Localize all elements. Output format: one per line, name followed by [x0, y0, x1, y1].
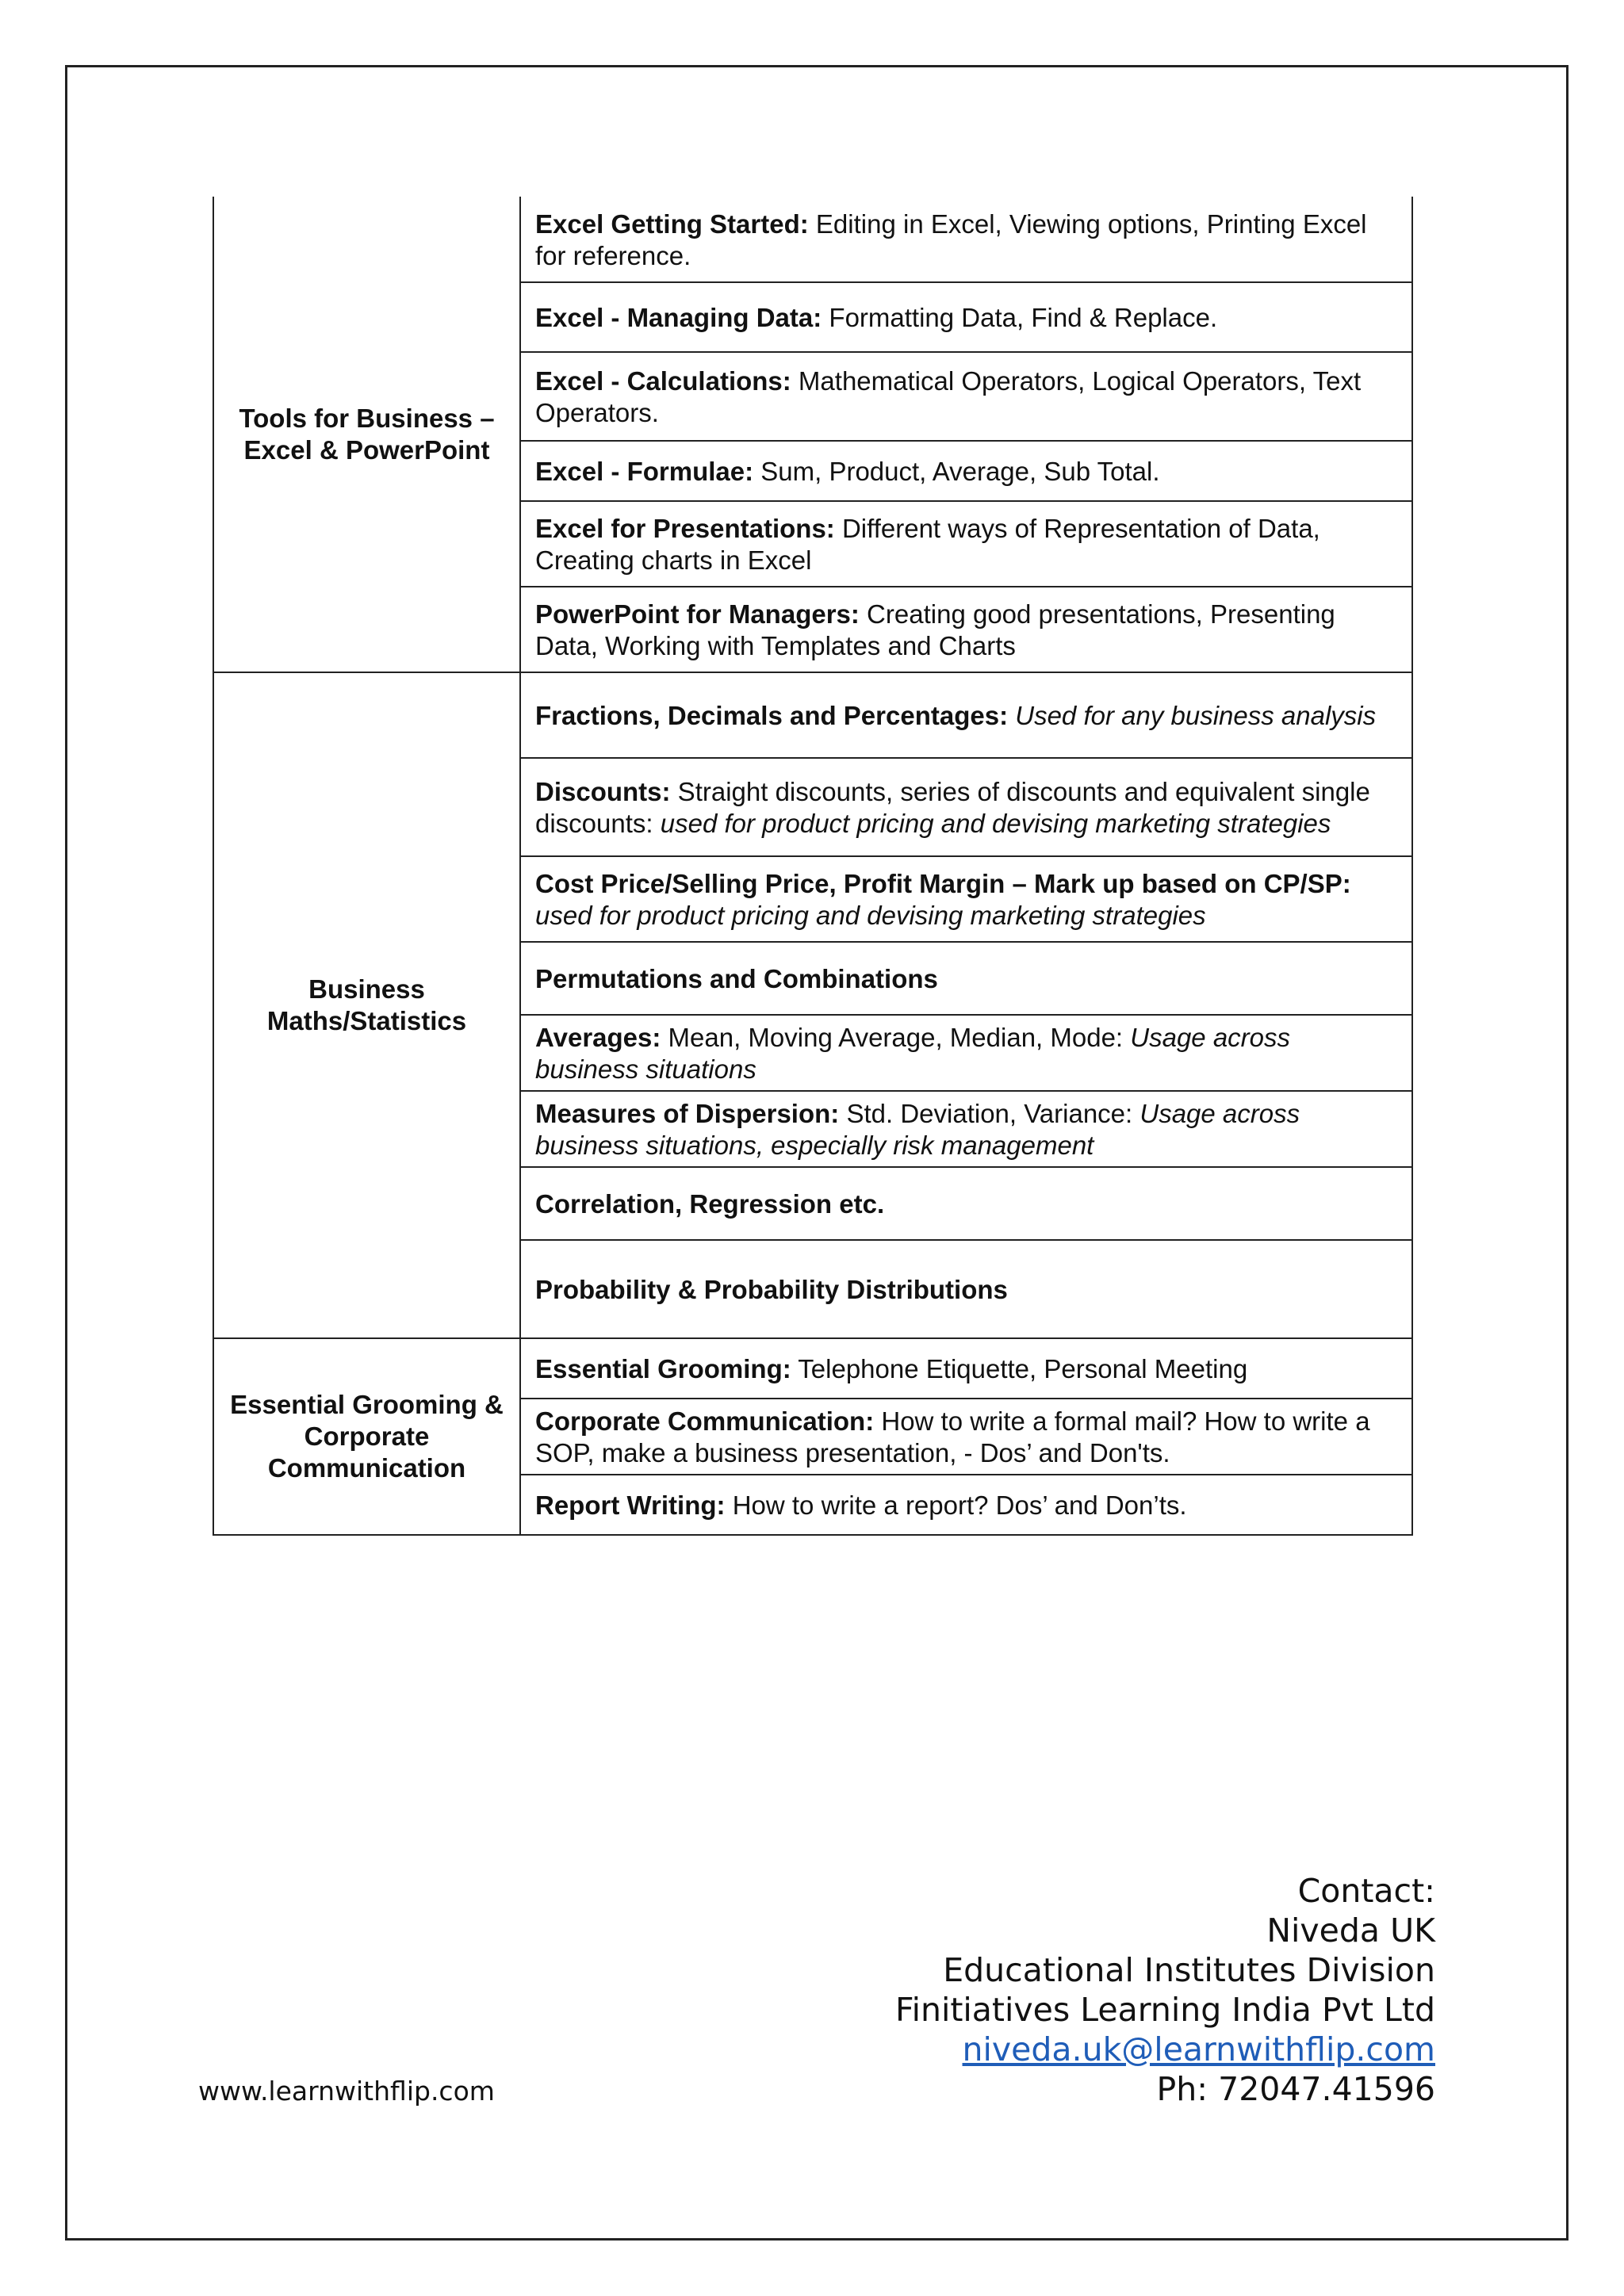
topic-cell — [520, 197, 1412, 282]
topic-title: Excel - Calculations: — [535, 366, 791, 396]
topic-cell — [520, 1399, 1412, 1475]
topic-desc — [1008, 701, 1015, 730]
topic-desc: Mathematical Operators, Logical Operators, Text Operators. — [535, 366, 1362, 427]
website-footer: www.learnwithflip.com — [198, 2076, 495, 2107]
topic-desc: Sum, Product, Average, Sub Total. — [753, 457, 1160, 486]
topic-cell — [520, 758, 1412, 856]
topic-title: Corporate Communication: — [535, 1406, 875, 1436]
topic-cell — [520, 501, 1412, 587]
topic-title: Excel for Presentations: — [535, 514, 835, 543]
topic-title: Discounts: — [535, 777, 671, 806]
topic-cell — [520, 856, 1412, 942]
contact-name: Niveda UK — [1266, 1911, 1435, 1950]
topic-note: used for product pricing and devising marketing strategies — [660, 809, 1331, 838]
table-row — [213, 1338, 1412, 1399]
topic-desc: Straight discounts, series of discounts and equivalent single discounts: — [535, 777, 1370, 838]
category-cell-maths: Business Maths/Statistics — [213, 672, 520, 1338]
topic-desc: Telephone Etiquette, Personal Meeting — [791, 1354, 1248, 1383]
topic-note: Used for any business analysis — [1015, 701, 1377, 730]
topic-note: used for product pricing and devising marketing strategies — [535, 901, 1206, 930]
topic-desc: Std. Deviation, Variance: — [839, 1099, 1140, 1128]
topic-title: Essential Grooming: — [535, 1354, 791, 1383]
category-cell-tools: Tools for Business – Excel & PowerPoint — [213, 197, 520, 672]
topic-title: Measures of Dispersion: — [535, 1099, 840, 1128]
topic-cell — [520, 1338, 1412, 1399]
topic-desc: Creating good presentations, Presenting Data, Working with Templates and Charts — [535, 599, 1335, 660]
topic-note: Usage across business situations — [535, 1023, 1291, 1084]
syllabus-table — [213, 197, 1413, 1536]
topic-cell — [520, 587, 1412, 672]
table-row — [213, 197, 1412, 282]
topic-title: Report Writing: — [535, 1490, 726, 1520]
contact-company: Finitiatives Learning India Pvt Ltd — [894, 1991, 1435, 2029]
topic-cell — [520, 942, 1412, 1015]
topic-title: PowerPoint for Managers: — [535, 599, 860, 629]
topic-desc: Mean, Moving Average, Median, Mode: — [661, 1023, 1131, 1052]
topic-title: Permutations and Combinations — [535, 964, 938, 993]
topic-cell — [520, 1240, 1412, 1338]
topic-desc: How to write a formal mail? How to write a SOP, make a business presentation, - Dos’ and Don'ts. — [535, 1406, 1370, 1468]
contact-division: Educational Institutes Division — [943, 1951, 1435, 1989]
topic-cell — [520, 352, 1412, 441]
contact-phone: Ph: 72047.41596 — [1156, 2070, 1435, 2108]
topic-cell — [520, 1091, 1412, 1167]
topic-title: Correlation, Regression etc. — [535, 1189, 885, 1219]
topic-cell — [520, 1167, 1412, 1240]
contact-block — [895, 1871, 1435, 2109]
table-row — [213, 672, 1412, 758]
topic-cell — [520, 441, 1412, 501]
topic-title: Averages: — [535, 1023, 661, 1052]
topic-title: Excel Getting Started: — [535, 209, 809, 239]
contact-email-link[interactable]: niveda.uk@learnwithflip.com — [962, 2030, 1435, 2068]
topic-desc: Formatting Data, Find & Replace. — [822, 303, 1218, 332]
topic-desc: How to write a report? Dos’ and Don’ts. — [725, 1490, 1187, 1520]
topic-cell — [520, 282, 1412, 352]
contact-label: Contact: — [1297, 1872, 1435, 1910]
category-cell-grooming: Essential Grooming & Corporate Communication — [213, 1338, 520, 1535]
topic-cell — [520, 1475, 1412, 1535]
topic-desc: Editing in Excel, Viewing options, Printing Excel for reference. — [535, 209, 1367, 270]
topic-title: Probability & Probability Distributions — [535, 1275, 1008, 1304]
topic-title: Excel - Formulae: — [535, 457, 754, 486]
topic-title: Excel - Managing Data: — [535, 303, 822, 332]
topic-cell — [520, 672, 1412, 758]
topic-title: Fractions, Decimals and Percentages: — [535, 701, 1009, 730]
topic-desc: Different ways of Representation of Data, Creating charts in Excel — [535, 514, 1320, 575]
topic-cell — [520, 1015, 1412, 1091]
topic-title: Cost Price/Selling Price, Profit Margin – Mark up based on CP/SP: — [535, 869, 1351, 898]
topic-note: Usage across business situations, especially risk management — [535, 1099, 1300, 1160]
